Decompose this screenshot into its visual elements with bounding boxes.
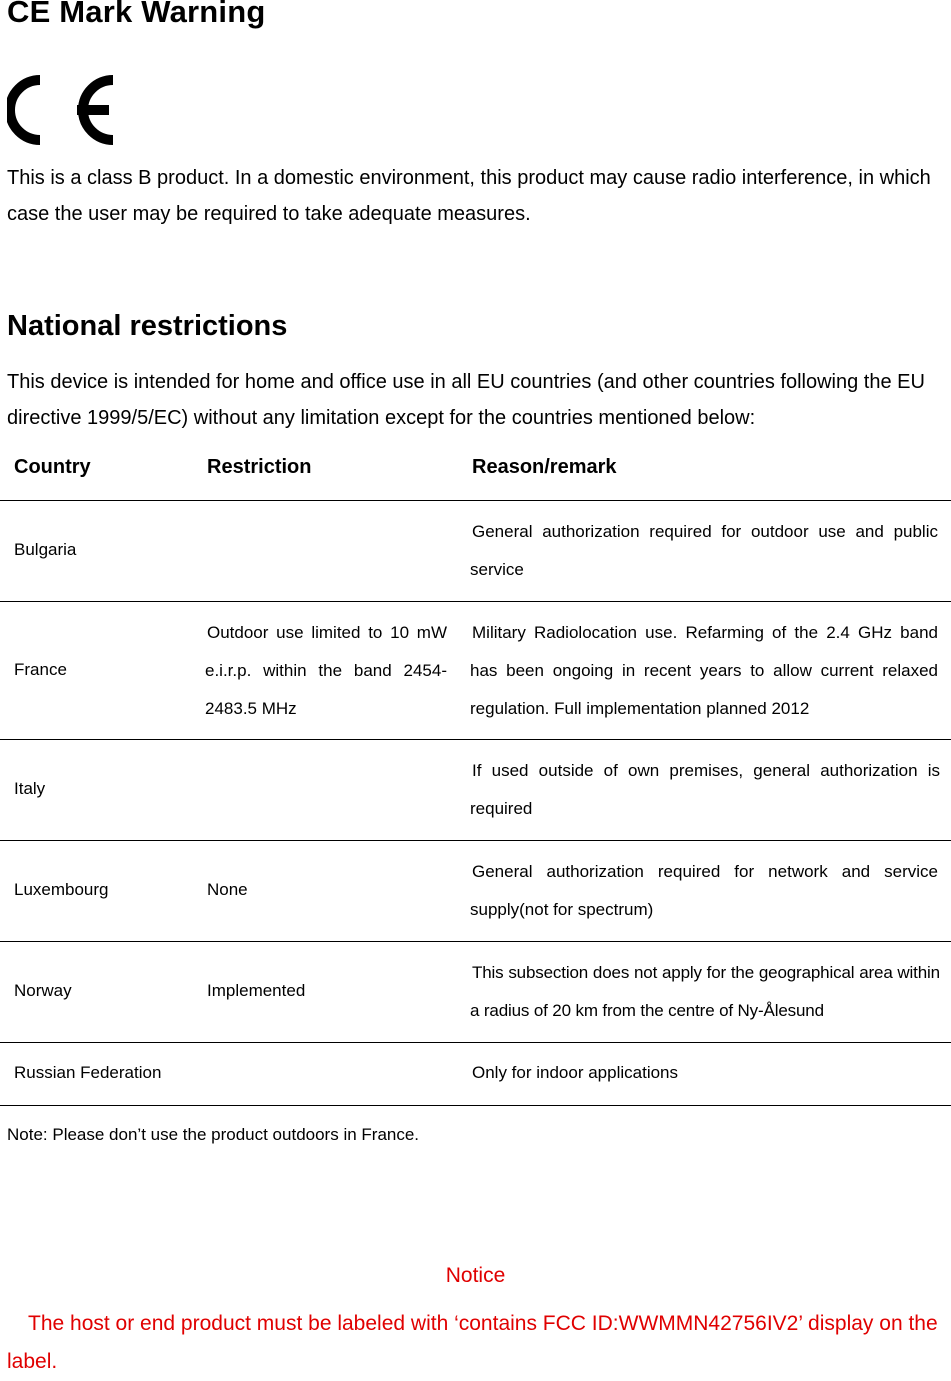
row-norway-restriction: Implemented [207, 981, 306, 1000]
national-restrictions-heading: National restrictions [7, 310, 288, 342]
row-luxembourg-country: Luxembourg [14, 880, 109, 899]
page-title: CE Mark Warning [7, 0, 266, 29]
table-divider [0, 500, 951, 501]
row-russia-reason: Only for indoor applications [472, 1063, 679, 1082]
row-russia-country: Russian Federation [14, 1063, 162, 1082]
row-bulgaria-reason: General authorization required for outdoor use and public service [470, 522, 938, 579]
row-bulgaria-country: Bulgaria [14, 540, 77, 559]
table-divider [0, 601, 951, 602]
ce-mark-logo [7, 70, 119, 150]
row-norway-country: Norway [14, 981, 72, 1000]
national-restrictions-paragraph: This device is intended for home and office use in all EU countries (and other countries following the EU directive 1999/5/EC) without any limitation except for the countries mentioned below: [7, 371, 925, 429]
row-france-country: France [14, 660, 67, 679]
row-norway-reason: This subsection does not apply for the geographical area within a radius of 20 km from the centre of Ny-Ålesund [470, 963, 940, 1020]
note-text: Note: Please don’t use the product outdoors in France. [7, 1125, 420, 1144]
table-divider [0, 840, 951, 841]
row-france-reason: Military Radiolocation use. Refarming of the 2.4 GHz band has been ongoing in recent years to allow current relaxed regulation. Full implementation planned 2012 [470, 623, 938, 718]
column-header-country: Country [14, 456, 91, 478]
column-header-reason: Reason/remark [472, 456, 617, 478]
table-divider [0, 1105, 951, 1106]
notice-text: The host or end product must be labeled with ‘contains FCC ID:WWMMN42756IV2’ display on the label. [7, 1312, 938, 1373]
row-luxembourg-reason: General authorization required for network and service supply(not for spectrum) [470, 862, 938, 919]
table-divider [0, 1042, 951, 1043]
table-divider [0, 941, 951, 942]
notice-heading: Notice [445, 1264, 506, 1287]
row-france-restriction: Outdoor use limited to 10 mW e.i.r.p. within the band 2454-2483.5 MHz [205, 623, 447, 718]
intro-paragraph: This is a class B product. In a domestic environment, this product may cause radio interference, in which case the user may be required to take adequate measures. [7, 167, 931, 225]
column-header-restriction: Restriction [207, 456, 312, 478]
row-italy-country: Italy [14, 779, 46, 798]
row-italy-reason: If used outside of own premises, general authorization is required [470, 761, 940, 818]
row-luxembourg-restriction: None [207, 880, 248, 899]
table-divider [0, 739, 951, 740]
